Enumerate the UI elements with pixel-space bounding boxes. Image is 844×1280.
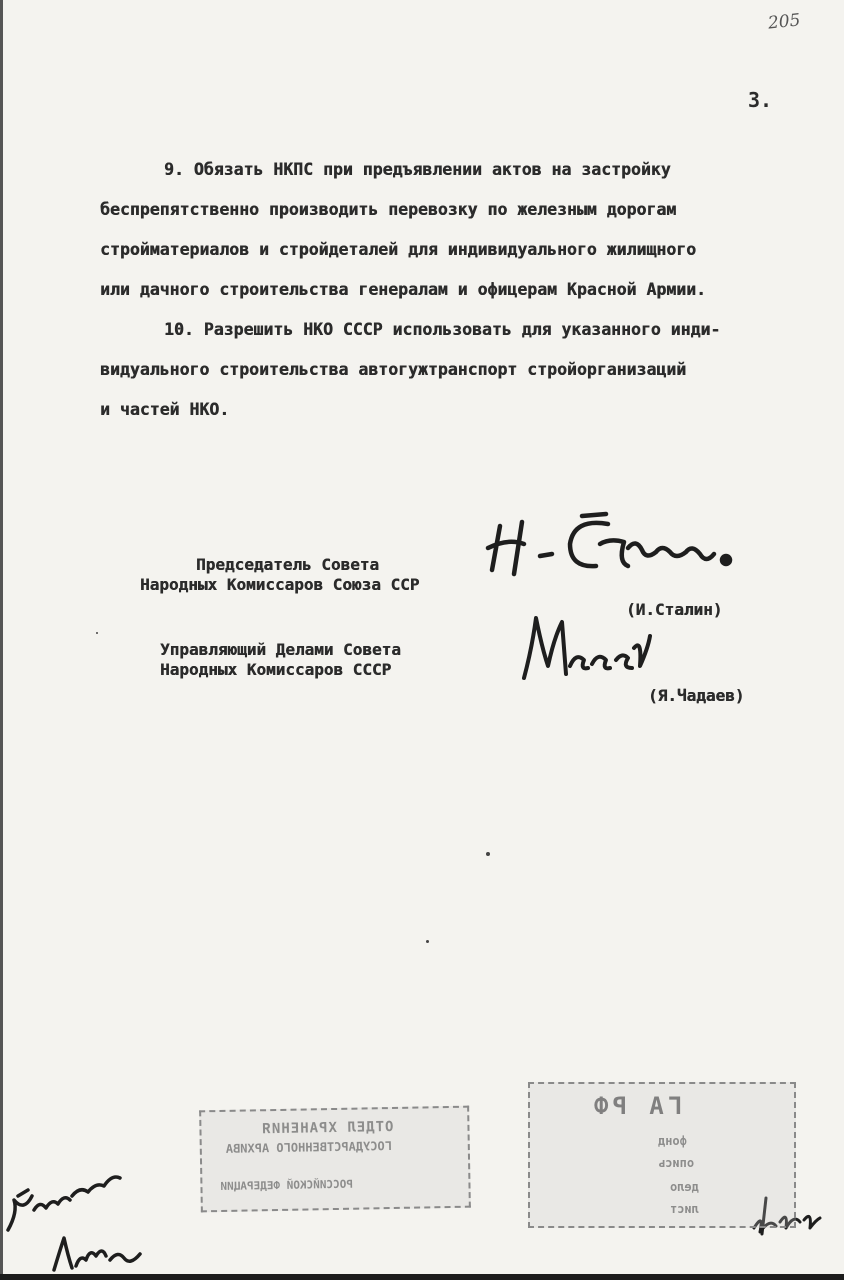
left-archive-stamp [199,1106,471,1213]
left-stamp-line-3: РОССИЙСКОЙ ФЕДЕРАЦИИ [220,1177,354,1194]
margin-handwritten-note [4,1160,134,1240]
page-number: 3. [748,88,773,112]
chairman-title [140,555,419,595]
stamp-delo-label: дело [670,1180,699,1194]
margin-handwritten-initials [50,1230,150,1278]
manager-title-line-1: Управляющий Делами Совета [160,640,401,659]
scan-speck [96,632,98,634]
scan-speck [486,852,490,856]
paragraph-10-line-1: 10. Разрешить НКО СССР использовать для указанного инди- [164,320,721,339]
corner-sheet-mark: 205 [767,10,802,34]
manager-name: (Я.Чадаев) [648,686,745,705]
paragraph-9-line-1: 9. Обязать НКПС при предъявлении актов на застройку [164,160,671,179]
left-stamp-line-2: ГОСУДАРСТВЕННОГО АРХИВА [225,1139,393,1156]
chadaev-signature [518,608,658,688]
chairman-name: (И.Сталин) [626,600,723,619]
left-stamp-line-1: ОТДЕЛ ХРАНЕНИЯ [261,1118,394,1138]
paragraph-10-line-2: видуального строительства автогужтранспорт стройорганизаций [100,360,687,379]
stamp-opis-label: опись [658,1156,695,1170]
page-left-edge [0,0,3,1280]
chairman-title-line-2: Народных Комиссаров Союза ССР [140,575,420,594]
right-archive-stamp [528,1082,796,1228]
stamp-list-label: лист [670,1202,699,1216]
document-body [100,150,800,430]
stalin-signature [478,508,748,588]
paragraph-9-line-3: стройматериалов и стройдеталей для индивидуального жилищного [100,240,697,259]
stamp-fond-label: фонд [658,1134,687,1148]
paragraph-9-line-2: беспрепятственно производить перевозку по железным дорогам [100,200,677,219]
paragraph-10-line-3: и частей НКО. [100,400,230,419]
manager-title [160,640,401,680]
manager-title-line-2: Народных Комиссаров СССР [160,660,392,679]
paragraph-9-line-4: или дачного строительства генералам и офицерам Красной Армии. [100,280,706,299]
chairman-title-line-1: Председатель Совета [196,555,380,574]
stamp-archive-name: ГА РФ [590,1092,683,1120]
scan-speck [426,940,429,943]
